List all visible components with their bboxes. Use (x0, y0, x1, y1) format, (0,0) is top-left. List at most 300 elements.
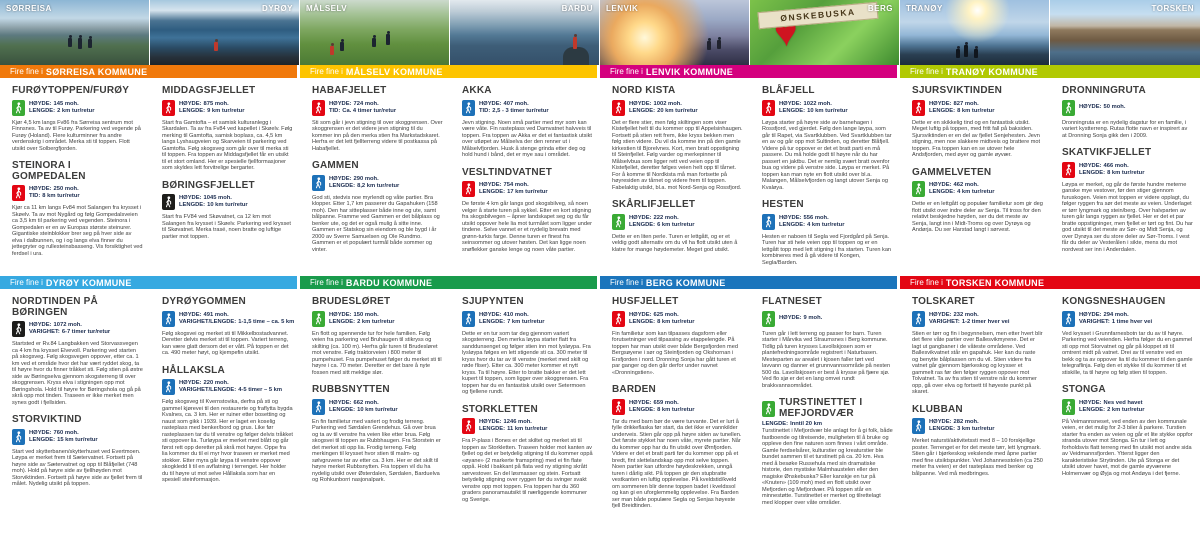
section-header-sorreisa-kommune (0, 65, 297, 78)
trail-stat-line (479, 312, 544, 319)
trail-stats (329, 312, 394, 326)
trail-description: Start fra Gamtofta – et samisk kulturanlegg i Skardalen. Ta av fra Fv84 ved kapellet i Skøelv. Følg merking til Gamtofta, samisk boplass, ca. 4,5 km langs Lyshaugveien og Skarveien til parkering ved Gamtofta. Følg skogsveg som går over til merka sti til toppen. Fra toppen av Middagsfjellet får en utsikt til et stort omland. Her er spesielle fjellformasjoner som skyldes lett forvitrelige bergarter. (162, 119, 293, 171)
stat-label: HØYDE: (1079, 104, 1102, 110)
stat-value: 1 time hver vei (1111, 318, 1153, 325)
section-header-torsken-kommune (900, 276, 1200, 289)
trail-furoytoppen-furoy (12, 86, 143, 152)
trail-stats (779, 315, 822, 322)
trail-tolskaret (912, 297, 1043, 396)
stat-label: HØYDE: (779, 214, 802, 221)
trail-stat-line (329, 400, 398, 407)
trail-title: GAMMELVETEN (912, 166, 992, 178)
trail-description: Fin familietur som kan tilpasses dagsform eller forutsetninger ved tilpassing av etappelengde. På toppen har man utsikt over både Bergsfjorden med Bergsøyene i sør og Steinfjorden og Okshornan i Ersfjorden i nord. Dronning Sonja har gått turen et par ganger og den går derfor under navnet «Dronningstien». (612, 330, 738, 376)
stat-label: VARIGHET/LENGDE: (179, 318, 237, 325)
trail-stat-line (29, 430, 98, 437)
stat-value: 15 km tur/retur (57, 436, 98, 443)
trail-stat-line (179, 312, 293, 319)
hiker-pictogram (164, 313, 173, 325)
hiker-figure (78, 38, 82, 49)
photo-torsken (1050, 0, 1200, 65)
hiker-pictogram (14, 323, 23, 335)
column-berg-kommune-2 (750, 289, 900, 533)
trail-stat-line (29, 108, 94, 115)
hiker-pictogram (914, 313, 923, 325)
stat-value: 1-2 timer hver vei (961, 318, 1010, 325)
stat-value: 625 moh. (653, 311, 679, 318)
stat-label: HØYDE: (629, 100, 652, 107)
trail-description: Dette er en skikkelig tind og en fantastisk utsikt. Meget luftig på toppen, med fritt fall på baksiden. Sjursviktinden er en del av fjellet Senjehesten. Jevn stigning, men noe slakkere midtveis og brattere mot toppen. Fra toppen kan en se utover hele Andsfjorden, med øyer og gamle øyvær. (912, 119, 1041, 158)
trail-title: MIDDAGSFJELLET (162, 85, 256, 96)
trail-stat-line (29, 101, 94, 108)
stat-label: HØYDE: (329, 175, 352, 182)
trail-description: Ved krysset i Grunnfarnesbotn tar du av til høyre. Parkering ved veienden. Herfra følger du en gammel sti opp mot Storvatnet og går på kloppet sti til omtrent midt på vatnet. Drei av til venstre ved en bekk og ta av oppover lia til du kommer til den gamle telegraflinja. Følg den et stykke til du kommer til et stiskille, ta til høyre og følg stien til toppen. (1062, 330, 1193, 376)
trail-description: Følg skogsvei og merket sti til Mikkelbostadvannet. Deretter delvis merket sti til toppen. Variert terreng, kan være glatt dersom det er vått. På toppen er det ca. 490 meter høyt, og kjempefin utsikt. (162, 330, 289, 356)
trail-stats (779, 215, 844, 229)
section-header-bardu-kommune (300, 276, 597, 289)
difficulty-hiker-icon (1062, 162, 1075, 178)
stat-label: HØYDE: (179, 100, 202, 107)
trail-stat-block (1062, 399, 1193, 415)
trail-stats (329, 400, 398, 414)
trail-stat-line (1079, 319, 1152, 326)
stat-label: LENGDE: (29, 107, 56, 114)
difficulty-hiker-icon (162, 379, 175, 395)
section-header-kommune: MÅLSELV KOMMUNE (345, 66, 443, 77)
trail-stats (179, 195, 248, 209)
stat-value: 50 moh. (1103, 104, 1126, 110)
stat-label: HØYDE: (779, 315, 802, 321)
hiker-pictogram (14, 102, 23, 114)
stat-label: HØYDE: (929, 311, 952, 318)
difficulty-hiker-icon (612, 100, 625, 116)
trail-stat-block (912, 418, 1043, 434)
stat-value: 4 km tur/retur (957, 189, 995, 195)
stat-value: 6 km tur/retur (657, 221, 695, 228)
stat-value: 8 km tur/retur (957, 107, 995, 114)
trail-storviktind (12, 415, 143, 488)
stat-label: HØYDE: (1079, 399, 1102, 406)
stat-label: HØYDE: (629, 214, 652, 221)
trail-blafjell (762, 86, 893, 191)
trail-middagsfjellet (162, 86, 293, 172)
trail-stat-line (629, 319, 694, 326)
trail-stat-line (179, 202, 248, 209)
stat-value: Inntil 20 km (790, 421, 822, 427)
trail-stat-line (29, 193, 80, 200)
stat-value: 2 km tur/retur (57, 107, 95, 114)
difficulty-hiker-icon (462, 311, 475, 327)
trail-stats (29, 101, 94, 115)
stat-value: 491 moh. (203, 311, 229, 318)
trail-stat-line (179, 101, 244, 108)
section-header-lenvik-kommune (600, 65, 897, 78)
trail-stat-block (312, 175, 443, 191)
photo-berg (750, 0, 899, 65)
stat-value: 760 moh. (53, 429, 79, 436)
stat-label: LENGDE: (629, 221, 656, 228)
hiker-pictogram (614, 401, 623, 413)
difficulty-hiker-icon (12, 100, 25, 116)
trail-stat-line (479, 319, 544, 326)
content-top (0, 78, 1200, 272)
trail-barden (612, 385, 743, 510)
difficulty-hiker-icon (12, 321, 25, 337)
trail-description: Start fra FV84 ved Skøvatnet, ca 12 km mot Salangen fra krysset i Skøelv. Parkering ved krysset til Skøvatnet. Merka trasé, noen bratte og luftige partier mot toppen. (162, 214, 291, 240)
trail-description: Følg skogsveg til Kvernstovika, derfra på sti og gammel kjørevei til den restaurerte og fraflytta bygda Kvalnes, ca. 3 km. Her er ruiner etter bosetting og naust som gikk i 1939. Her er laget en koselig rasteplass med benker/bord og grus. Like før rasteplassen tar du til venstre og følger delvis tråkket sti oppover lia. Turløypa er merket med blått og går først rett opp deretter på skrå mot høyre. Oppe fra lia kommer du til ei myr hvor traseen er merket med stokker. Etter myra går løypa til venstre oppover skogkledd li til en avflatning i terrenget. Her holder du til høyre ut mot selve Hållaksla som har en spesiell steinformasjon. (162, 399, 293, 483)
stat-label: HØYDE: (929, 419, 952, 425)
trail-nord-kista (612, 86, 743, 191)
trail-stat-line (779, 215, 844, 222)
stat-label: HØYDE: (479, 100, 502, 107)
difficulty-hiker-icon (462, 100, 475, 116)
stat-label: HØYDE: (1079, 311, 1102, 318)
stat-label: VARIGHET/LENGDE: (179, 387, 237, 393)
trail-title: SJUPYNTEN (462, 296, 524, 307)
difficulty-hiker-icon (312, 175, 325, 191)
stat-value: 4-5 timer – 5 km (238, 387, 283, 393)
stat-value: 290 moh. (353, 175, 379, 182)
trail-title: SKATVIKFJELLET (1062, 147, 1152, 158)
trail-stat-line (929, 108, 994, 115)
hiker-pictogram (14, 431, 23, 443)
stat-value: 754 moh. (503, 182, 529, 188)
trail-title: NORDTINDEN PÅ BØRINGEN (12, 296, 98, 318)
trail-stat-line (629, 312, 694, 319)
photo-label-dyroy: DYRØY (262, 4, 293, 13)
stat-value: 8,2 km tur/retur (357, 182, 400, 189)
trail-stat-block (912, 100, 1043, 116)
trail-stat-line (929, 182, 994, 189)
trail-stat-block (162, 194, 293, 210)
stat-value: 150 moh. (353, 311, 379, 318)
hiker-figure (88, 39, 92, 48)
trail-stat-block (162, 100, 293, 116)
trail-stat-line (329, 319, 394, 326)
stat-label: HØYDE: (29, 322, 52, 328)
stat-value: 9 km tur/retur (207, 107, 245, 114)
stat-label: LENGDE: (329, 182, 356, 189)
stat-value: 1022 moh. (803, 100, 832, 107)
hiker-figure (717, 40, 721, 49)
trail-description: Kjør ca 11 km langs Fv84 mot Salangen fra krysset i Skøelv. Ta av mot Nygård og følg Gompedalsveien ca 3,5 km til parkering ved vegenden. Steinora i Gompedalen er en av Europas største steinurer. Gigantiske steinblokker brer seg på hver side av elva i dalbunnen, og i og langs elva finner du jettegryter og rullesteinsbasseng. Vis forsiktighet ved ferdsel i ura. (12, 205, 143, 257)
trail-title: RUBBSNYTTEN (312, 384, 390, 395)
section-header-kommune: TRANØY KOMMUNE (945, 66, 1038, 77)
trail-title: BRUDESLØRET (312, 296, 391, 307)
section-header-prefix: Fire fine i (910, 67, 943, 76)
trail-stat-line (329, 101, 396, 108)
column-bardu-kommune-1 (300, 289, 450, 533)
trail-stats (479, 182, 548, 196)
trail-stat-line (779, 315, 822, 322)
trail-dronningruta (1062, 86, 1193, 139)
stat-value: 11 km tur/retur (507, 426, 548, 432)
trail-title: STORKLETTEN (462, 403, 538, 415)
hiker-pictogram (464, 102, 473, 114)
trail-title: AKKA (462, 85, 492, 96)
section-header-kommune: BARDU KOMMUNE (345, 277, 433, 288)
trail-vesltindvatnet (462, 168, 593, 254)
hiker-pictogram (764, 403, 773, 415)
trail-stats (179, 312, 293, 326)
stat-label: LENGDE: (1079, 169, 1106, 176)
stat-label: TID: (329, 107, 341, 114)
hiker-figure (386, 34, 390, 45)
stat-label: TID: (479, 107, 491, 114)
difficulty-hiker-icon (312, 311, 325, 327)
stat-value: 827 moh. (953, 100, 979, 107)
trail-hallaksla (162, 366, 293, 484)
stat-value: Ca. 4 timer tur/retur (342, 107, 397, 114)
stat-value: 8 km tur/retur (42, 193, 80, 199)
stat-label: LENGDE: (629, 318, 656, 325)
trail-stat-block (612, 100, 743, 116)
cairn (563, 47, 589, 65)
trail-stat-line (1079, 407, 1144, 414)
stat-label: HØYDE: (1079, 162, 1102, 169)
trail-stats (1079, 104, 1125, 111)
stat-value: 1246 moh. (503, 419, 532, 425)
trail-title: BARDEN (612, 384, 656, 395)
trail-title: DRONNINGRUTA (1062, 85, 1146, 96)
stat-label: HØYDE: (479, 182, 502, 188)
stat-label: LENGDE: (479, 318, 506, 325)
stat-value: 1045 moh. (203, 195, 232, 201)
column-sorreisa-kommune-2 (150, 78, 300, 272)
stat-value: 1002 moh. (653, 100, 682, 107)
trail-stat-line (179, 108, 244, 115)
trail-habafjellet (312, 86, 443, 152)
section-header-prefix: Fire fine i (10, 67, 43, 76)
trail-stat-line (929, 419, 994, 426)
difficulty-hiker-icon (912, 181, 925, 197)
stat-label: LENGDE: (479, 189, 506, 195)
trail-stat-block (912, 181, 1043, 197)
trail-description: På Veimannsneset, ved enden av den kommunale veien, er det mulig for 2-3 biler å parkere. Turstien starter fra enden av veien og går et lite stykke oppfor stranda utover mot Stonga. En tur i lett og forholdsvis flatt terreng med fin utsikt mot andre sida av Veidmannsfjorden. Ytterst ligger den karakteristiske Strytinden. Ute på Stonga er det utsikt utover havet, mot de gamle øyværene Holmenvær og Øyja og mot Andøya i det fjerne. (1062, 418, 1193, 477)
difficulty-hiker-icon (162, 100, 175, 116)
trail-description: Løypa er merket, og går de første hundre meterne ganske mye vestover, før den stiger gjennom furuskogen. Veien mot toppen er videre opplagt, du følger ryggen fra sør det meste av veien. Underlaget er tørr lyngmark og stein/berg. Over halvparten av turen går langs ryggen av fjellet. Her er det et par bratte oppstigninger, men fjellet er tørt og fint. Du har god utsikt til det meste av Sør- og Midt Senja, og over Dyrøya ser du store deler av Sør-Troms. I vest får du deler av Vesterålen i sikte, mens du mot nordvest ser inn i Anderdalen. (1062, 181, 1193, 253)
stat-value: 10 km tur/retur (807, 107, 848, 114)
hiker-pictogram (314, 102, 323, 114)
section-header-dyroy-kommune (0, 276, 297, 289)
photo-dyroy (150, 0, 299, 65)
trail-stats (479, 312, 544, 326)
trail-stat-line (329, 176, 399, 183)
stat-label: HØYDE: (779, 100, 802, 107)
stat-value: 20 km tur/retur (657, 107, 698, 114)
trail-stat-line (629, 101, 698, 108)
stat-label: HØYDE: (29, 429, 52, 436)
trail-nordtinden-pa-boringen (12, 297, 143, 406)
stat-value: 8 km tur/retur (657, 318, 695, 325)
photo-malselv (300, 0, 449, 65)
trail-title: FLATNESET (762, 296, 822, 307)
trail-sjursviktinden (912, 86, 1043, 159)
trail-stat-line (1079, 170, 1144, 177)
trail-description: Dronningruta er en nydelig dagstur for en familie, i variert kystterreng. Rutas flotte navn er inspirert av at Dronning Sonja gikk den i 2009. (1062, 119, 1188, 139)
hiker-figure (68, 38, 72, 47)
stat-value: 220 moh. (203, 380, 229, 386)
trail-stat-block (12, 321, 143, 337)
trail-title: TURSTINETTET I MEFJORDVÆR (779, 397, 863, 419)
stat-label: TID: (29, 193, 41, 199)
stat-value: 662 moh. (353, 399, 379, 406)
trail-stats (629, 400, 694, 414)
trail-title: HESTEN (762, 199, 804, 210)
trail-skatvikfjellet (1062, 148, 1193, 253)
hiker-pictogram (914, 420, 923, 432)
hiker-pictogram (614, 102, 623, 114)
trail-stat-block (12, 100, 143, 116)
difficulty-hiker-icon (462, 181, 475, 197)
trail-stats (629, 215, 694, 229)
hiker-pictogram (1064, 102, 1073, 114)
trail-stats (929, 101, 994, 115)
stat-label: LENGDE: (179, 107, 206, 114)
hiker-pictogram (614, 313, 623, 325)
photo-tranoy (900, 0, 1049, 65)
difficulty-hiker-icon (912, 311, 925, 327)
stat-label: LENGDE: (179, 202, 206, 208)
stat-value: 250 moh. (53, 186, 79, 192)
hiker-figure (964, 45, 968, 57)
column-lenvik-kommune-2 (750, 78, 900, 272)
trail-stat-line (779, 108, 848, 115)
stat-label: HØYDE: (179, 380, 202, 386)
difficulty-hiker-icon (12, 429, 25, 445)
trail-stats (929, 419, 994, 433)
trail-stat-line (179, 319, 293, 326)
stat-label: HØYDE: (179, 195, 202, 201)
hiker-pictogram (464, 183, 473, 195)
photo-label-torsken: TORSKEN (1151, 4, 1194, 13)
trail-title: STONGA (1062, 384, 1106, 395)
trail-title: KONGSNESHAUGEN (1062, 296, 1166, 307)
hiker-pictogram (1064, 164, 1073, 176)
stat-label: HØYDE: (929, 100, 952, 107)
column-malselv-kommune-1 (300, 78, 450, 272)
trail-title: DYRØYGOMMEN (162, 296, 246, 307)
trail-stats (629, 101, 698, 115)
column-dyroy-kommune-2 (150, 289, 300, 533)
stat-value: 407 moh. (503, 100, 529, 107)
stat-label: LENGDE: (629, 406, 656, 413)
hiker-pictogram (914, 102, 923, 114)
trail-stat-line (929, 189, 994, 196)
trail-description: Kjør 4,5 km langs Fv86 fra Sørreisa sentrum mot Finnsnes. Ta av til Furøy. Parkering ved vegende på Furøy (Holand). Flere kulturminner fra andre verdenskrig i området. Merka sti til toppen. Flott utsikt over Solbergfjorden. (12, 119, 141, 152)
trail-title: HUSFJELLET (612, 296, 679, 307)
trail-title: SJURSVIKTINDEN (912, 85, 1003, 96)
trail-stat-line (779, 101, 848, 108)
stat-label: HØYDE: (629, 399, 652, 406)
stat-label: VARIGHET: (29, 329, 60, 335)
trail-stat-line (179, 380, 282, 387)
trail-title: HÅLLAKSLA (162, 364, 225, 376)
trail-stat-line (779, 222, 844, 229)
trail-description: Turstinettet i Mefjordvær ble anlagt for å gi folk, både fastboende og tilreisende, muligheten til å bruke og oppleve den fine naturen som finnes i vårt område. Gamle ferdselsårer, kulturstier og kreaturstier ble bundet sammen til et turstinett på ca. 20 km. Hva med å besøke Russehula med sin dramatiske historie, den mystiske Malmhaustelen eller den magiske Ønskebuska? Eller kanskje en tur på «Knuten» (109 moh) med en flott utsikt over Mefjorden og Mefjordvær. På toppen står en minnestøtte. Turstinettet er merket og tilrettelagt med klopper over våte områder. (762, 428, 893, 506)
hiker-pictogram (164, 381, 173, 393)
stat-label: LENGDE: (629, 107, 656, 114)
trail-stat-block (162, 379, 293, 395)
trail-stats (329, 176, 399, 190)
column-tranoy-kommune-1 (900, 78, 1050, 272)
difficulty-hiker-icon (912, 100, 925, 116)
trail-stat-line (479, 189, 548, 196)
trail-description: Sti som går i jevn stigning til over skoggrensen. Over skoggrensen er det videre jevn stigning til du kommer inn på den merka stien fra Markstadskaret. Herfra er det lett fjellterreng videre til postkassa på Habafjellet. (312, 119, 443, 152)
trail-stat-line (629, 407, 694, 414)
trail-stats (1079, 312, 1152, 326)
difficulty-hiker-icon (162, 311, 175, 327)
hiker-pictogram (464, 313, 473, 325)
trail-stats (29, 430, 98, 444)
trail-stat-block (1062, 311, 1193, 327)
column-dyroy-kommune-1 (0, 289, 150, 533)
trail-stat-line (329, 108, 396, 115)
stat-value: 8 km tur/retur (1107, 169, 1145, 176)
hiker-pictogram (764, 313, 773, 325)
photo-label-sorreisa: SØRREISA (6, 4, 52, 13)
difficulty-hiker-icon (762, 311, 775, 327)
stat-value: 875 moh. (203, 100, 229, 107)
trail-stats (762, 421, 893, 428)
trail-stat-block (1062, 100, 1193, 116)
stat-label: LENGDE: (329, 318, 356, 325)
stat-value: 556 moh. (803, 214, 829, 221)
content-bottom (0, 289, 1200, 533)
trail-stat-line (762, 421, 893, 428)
trail-stat-line (329, 183, 399, 190)
trail-title: VESLTINDVATNET (462, 166, 553, 178)
hiker-figure (340, 42, 344, 51)
stat-label: HØYDE: (329, 399, 352, 406)
stat-label: HØYDE: (29, 186, 52, 192)
hiker-figure (330, 46, 334, 55)
trail-steinora-i-gompedalen (12, 161, 143, 257)
trail-stat-line (629, 400, 694, 407)
hiker-pictogram (314, 313, 323, 325)
difficulty-hiker-icon (912, 418, 925, 434)
trail-stat-line (29, 329, 110, 336)
photo-label-malselv: MÅLSELV (306, 4, 348, 13)
stat-value: 6-7 timer tur/retur (61, 329, 111, 335)
section-header-prefix: Fire fine i (610, 278, 643, 287)
hiker-pictogram (614, 216, 623, 228)
hiker-figure (974, 49, 978, 58)
trail-description: De første 4 km går langs god skogsbilveg, så noen velger å starte turen på sykkel. Etter en kort stigning fra skogsbilvegen – åpner landskapet seg og du får utsikt oppover hele lia mot turmålet som ligger under tindene. Selve vannet er et nydelig brevatn med grønn-turkis farge. Denne turen er finest fra seinsommer og utover høsten. Det kan ligge noen snøflekker ganske lenge og noen våte partier. (462, 201, 592, 253)
stat-label: VARIGHET: (1079, 318, 1110, 325)
stat-value: 232 moh. (953, 311, 979, 318)
trail-stat-block (12, 429, 143, 445)
hiker-figure (214, 42, 218, 51)
trail-stat-line (629, 215, 694, 222)
trail-title: HABAFJELLET (312, 85, 387, 96)
trail-description: Dette er en tur som tar deg gjennom variert skogsterreng. Den merka løypa starter flatt fra sanddunsenget og følger stien inn mot lysløypa. Fra lysløypa følges en lett stigende sti ca. 300 meter til kryss hvor du tar av til venstre (merket med skilt og røde fliser). Etter ca. 300 meter kommer et nytt kryss. Ta til høyre. Etter to bratte bakker er det lett kupert til toppen, som ligger over skoggrensen. Fra toppen har du en fantastisk utsikt over Setermoen og fjellene rundt. (462, 330, 591, 395)
stat-value: 466 moh. (1103, 162, 1129, 169)
trail-stat-line (929, 312, 1010, 319)
difficulty-hiker-icon (1062, 100, 1075, 116)
trail-title: SKÅRLIFJELLET (612, 199, 696, 210)
trail-stats (179, 101, 244, 115)
hiker-pictogram (464, 420, 473, 432)
difficulty-hiker-icon (312, 399, 325, 415)
column-lenvik-kommune-1 (600, 78, 750, 272)
hiker-figure (372, 38, 376, 47)
hiker-pictogram (14, 187, 23, 199)
trail-stat-line (1079, 104, 1125, 111)
stat-label: LENGDE: (29, 436, 56, 443)
section-header-prefix: Fire fine i (910, 278, 943, 287)
trail-description: Fra P-plass i Bones er det skiltet og merket sti til toppen av Storkletten. Traseen holder mot kanten av fjellet og det er betydelig stigning til du kommer oppå «øyane» (2 markerte framspring) med ei fin flate oppå. Hold i bakkant på flata ved ny stigning skrått sørvestover. En del løsmasser og stein. Fortsatt betydelig stigning over ryggen før du svinger svakt venstre opp mot toppen. Fra toppen har du 360 graders panoramautsikt til nærliggende kommuner og Sverige. (462, 438, 593, 503)
stat-value: 10 km tur/retur (207, 202, 248, 208)
